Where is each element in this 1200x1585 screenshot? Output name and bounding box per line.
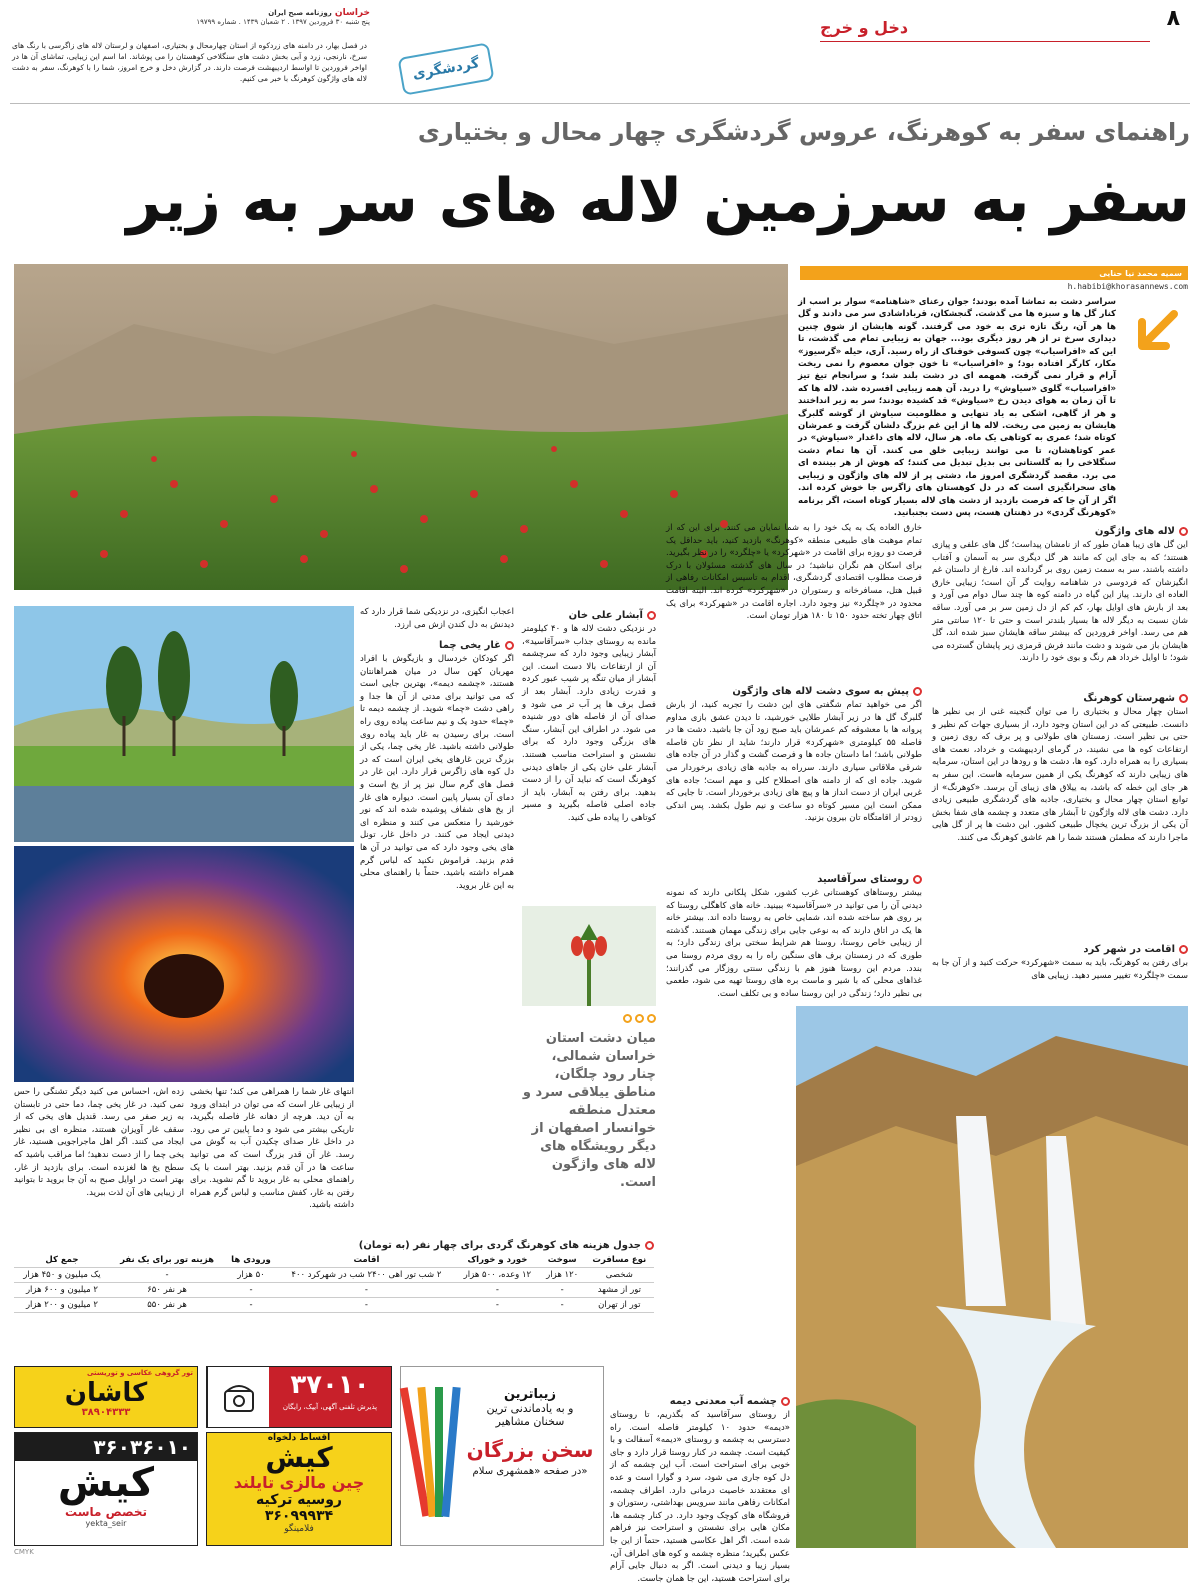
badge-label: گردشگری: [411, 55, 481, 83]
tulip-closeup-image: [522, 906, 656, 1006]
ad-footer: فلامینگو: [284, 1524, 314, 1534]
ad-number: ۳۷۰۱۰: [290, 1370, 370, 1400]
table-cell: -: [455, 1298, 540, 1313]
bullet-icon: [913, 875, 922, 884]
section-text: از روستای سرآقاسید که بگذریم، تا روستای «دیمه» حدود ۱۰ کیلومتر فاصله است. راه دسترسی به چشمه و روستای «دیمه» آسفالت و با کیفیت است. چشمه در کنار روستا قرار دارد و جای خوبی برای استراحت است. آب این چشمه که از دل کوه جاری می شود، سرد و گوارا است و عده ای معتقدند خاصیت درمانی دارد. اطراف چشمه، امکانات رفاهی مانند سرویس بهداشتی، رستوران و فروشگاه های کوچک وجود دارد. در کنار چشمه ها، مکان هایی برای نشستن و استراحت نیز فراهم شده است. اگر اهل عکاسی هستید، حتماً از این جا عکس بگیرید؛ منظره چشمه و کوه های اطراف آن، بسیار زیبا و دیدنی است. اگر به دنبال جایی آرام برای استراحت هستید، این جا همان جاست.: [610, 1410, 790, 1584]
table-header: جمع کل: [14, 1253, 110, 1268]
table-cell: هر نفر ۵۵۰: [110, 1298, 224, 1313]
section-title: دخل و خرج: [820, 18, 909, 37]
ad-footer: در صفحه «همشهری سلام»: [472, 1466, 588, 1477]
column-1: [932, 522, 1188, 990]
header-divider: [10, 103, 1190, 104]
ad-kish-tour[interactable]: [14, 1432, 198, 1546]
category-badge: [390, 42, 500, 92]
column-6: [14, 1086, 184, 1236]
bullet-icon: [1179, 527, 1188, 536]
section-heading: شهرستان کوهرنگ: [1083, 693, 1175, 704]
cost-table: [14, 1253, 654, 1313]
ad-phone: ۳۸۹۰۴۳۳۳: [81, 1407, 131, 1418]
bullet-icon: [781, 1397, 790, 1406]
ice-cave-photo: [14, 846, 354, 1082]
pencils-icon: [407, 1377, 467, 1537]
page-number: ۸: [1166, 6, 1180, 31]
ad-tagline: تور گروهی عکاسی و توریستی: [86, 1369, 193, 1377]
column-3: [522, 606, 656, 896]
table-cell: شخصی: [585, 1268, 654, 1283]
section-text: اگر کودکان خردسال و بازیگوش با افراد مهربان کهن سال در میان همراهانتان هستند، «چشمه دیمه»، بهترین جایی است که می توانید برای مدتی از آن ها جدا و راهی دشت «چما» شوید. از چشمه دیمه تا «چما» حدود یک و نیم ساعت پیاده روی راه است. برای رسیدن به غار باید پیاده روی طولانی داشته باشید. غار یخی چما، یکی از بزرگ ترین غارهای یخی ایران است که در دل کوه های زاگرس قرار دارد. این غار در فصل های گرم سال نیز پر از یخ است و دمای آن بسیار پایین است. دیواره های غار از یخ های شفاف پوشیده شده اند که نور خورشید را منعکس می کنند و منظره ای دیدنی ایجاد می کنند. در داخل غار، تونل های یخی وجود دارد که می توانید در آن ها قدم بزنید. فراموش نکنید که لباس گرم همراه داشته باشید. حتماً با راهنمای محلی به این غار بروید.: [360, 654, 514, 891]
ad-line: سخنان مشاهیر: [495, 1415, 565, 1428]
ad-phone: ۳۶۰۹۹۹۳۴: [264, 1508, 334, 1524]
dot-icon: [647, 1014, 656, 1023]
ad-phone: ۳۶۰۳۶۰۱۰: [15, 1433, 197, 1461]
table-cell: -: [278, 1298, 455, 1313]
ad-kish-installments[interactable]: [206, 1432, 392, 1546]
byline-author: سمیه محمد نیا حنایی: [1099, 268, 1182, 278]
arrow-icon: [1124, 300, 1188, 364]
bullet-icon: [647, 611, 656, 620]
table-cell: ۵۰ هزار: [224, 1268, 277, 1283]
bullet-icon: [645, 1241, 654, 1250]
section-text: برای رفتن به کوهرنگ، باید به سمت «شهرکرد» حرکت کنید و از آن جا به سمت «چلگرد» تغییر مسیر دهید. زیبایی های: [931, 958, 1188, 981]
bullet-icon: [913, 687, 922, 696]
table-cell: تور از تهران: [585, 1298, 654, 1313]
cost-table-header-row: [14, 1253, 654, 1268]
table-cell: ۱۲ وعده، ۵۰۰ هزار: [455, 1268, 540, 1283]
section-text: اعجاب انگیزی، در نزدیکی شما قرار دارد که دیدنش به دل کندن ازش می ارزد.: [360, 607, 514, 630]
section-bar: [820, 14, 1150, 42]
table-cell: ۲ میلیون و ۲۰۰ هزار: [14, 1298, 110, 1313]
table-header: ورودی ها: [224, 1253, 277, 1268]
byline-email: h.habibi@khorasannews.com: [1067, 282, 1188, 291]
table-header: سوخت: [540, 1253, 585, 1268]
section-text: استان چهار محال و بختیاری را می توان گنجینه غنی از بی نظیر ها دانست. طبیعتی که در این استان وجود دارد، از بسیاری جهات کم نظیر و حتی بی نظیر است. زمستان های طولانی و پر برف که روی زمین و ارتفاعات کوه ها می نشیند، در گرمای اردیبهشت و خرداد، نعمت های بسیاری را به همراه دارد. کوه ها، دشت ها و رودها در این استان، سرمایه های زیبایی دارند که کوهرنگ یکی از همین سرمایه هاست. این سفر به هر جای این خطه که باشد، به ییلاق های زیبای آن برسد. «کوهرنگ» از توابع استان چهار محال و بختیاری، جاذبه های گردشگری طبیعی زیادی دارد. دشت های لاله واژگون تا آبشار های متعدد و چشمه های شفا بخش آن یکی از بزرگ ترین یخچال طبیعی کشور. این دشت ها پر از گل هایی ماجرا دارند که مطمئن هستند شما را هم عاشق کوهرنگ می کنند.: [932, 707, 1188, 843]
section-heading: آبشار علی خان: [568, 610, 643, 621]
section-heading: غار یخی چما: [438, 640, 501, 651]
table-header: هزینه تور برای یک نفر: [110, 1253, 224, 1268]
newspaper-logo: خراسان: [334, 8, 370, 18]
headline-title: سفر به سرزمین لاله های سر به زیر: [126, 166, 1190, 236]
dot-icon: [635, 1014, 644, 1023]
bullet-icon: [1179, 694, 1188, 703]
phone-icon: [207, 1367, 269, 1427]
ad-brand: کاشان: [64, 1378, 148, 1408]
bullet-icon: [1179, 945, 1188, 954]
ad-brand: کیش: [265, 1441, 333, 1474]
ad-line: و به یادماندنی ترین: [486, 1402, 574, 1415]
table-cell: یک میلیون و ۴۵۰ هزار: [14, 1268, 110, 1283]
cost-table-title: جدول هزینه های کوهرنگ گردی برای چهار نفر (به تومان): [358, 1240, 641, 1251]
tulip-closeup-photo: [522, 906, 656, 1006]
column-spring: [610, 1392, 790, 1584]
pullquote: میان دشت استان خراسان شمالی، چنار رود چلگان، مناطق ییلاقی سرد و معتدل منطقه خوانسار اصفهان از دیگر رویشگاه های لاله های واژگون است.: [522, 1031, 656, 1190]
pullquote-dots: [522, 1014, 656, 1028]
masthead: [10, 8, 370, 38]
table-cell: -: [110, 1268, 224, 1283]
ad-top: اقساط دلخواه: [267, 1433, 331, 1443]
section-text: انتهای غار شما را همراهی می کند؛ تنها بخشی از زیبایی غار است که می توان در ابتدای ورود به آن دید. هرچه از دهانه غار فاصله بگیرید، تاریکی بیشتر می شود و دما پایین تر می رود. در داخل غار صدای چکیدن آب به گوش می رسد. غار آن قدر بزرگ است که می توانید ساعت ها در آن قدم بزنید. بهتر است با یک راهنمای محلی به غار بروید تا گم نشوید. برای رفتن به غار، کفش مناسب و لباس گرم همراه داشته باشید.: [190, 1087, 354, 1211]
section-heading: پیش به سوی دشت لاله های واژگون: [732, 686, 909, 697]
section-heading: روستای سرآقاسید: [817, 874, 909, 885]
table-row: [14, 1283, 654, 1298]
headline-kicker: راهنمای سفر به کوهرنگ، عروس گردشگری چهار محال و بختیاری: [417, 118, 1190, 146]
ad-line: چین مالزی تایلند: [233, 1473, 365, 1492]
section-text: در نزدیکی دشت لاله ها و ۴۰ کیلومتر مانده به روستای جذاب «سرآقاسید»، آبشار زیبایی وجود دارد که سرچشمه آن از ارتفاعات بالا دست است. این آبشار از میان تنگه پر شیب عبور کرده و قدرت زیادی دارد. آبشار بعد از فصل برف ها پر آب تر می شود و صدای آن از فاصله های دور شنیده می شود. در اطراف این آبشار، سنگ های بزرگی وجود دارد که برای نشستن و استراحت مناسب هستند. آبشار علی خان یکی از جاهای دیدنی کوهرنگ است که نباید آن را از دست بدهید. برای رفتن به آبشار، باید از جاده اصلی فاصله بگیرید و مسیر کوتاهی را پیاده طی کنید.: [522, 624, 656, 823]
waterfall-image: [796, 1006, 1188, 1548]
header-intro: در فصل بهار، در دامنه های زردکوه از استان چهارمحال و بختیاری، اصفهان و لرستان لاله های زاگرسی با رنگ های سرخ، نارنجی، زرد و آبی بخش دشت های سنگلاخی کوهستان را می پوشاند. اما اسم این زیبایی، تماشای آن ها در اواخر فروردین تا اواسط اردیبهشت فرصت دارند. در گزارش دخل و خرج امروز، شما را با کوهرنگ، سفر به دشت لاله های واژگون کوهرنگ با خبر می کنیم.: [12, 41, 367, 83]
table-cell: ۲ شب تور اهی ۲۴۰۰ شب در شهرکرد ۴۰۰: [278, 1268, 455, 1283]
section-heading: اقامت در شهر کرد: [1083, 944, 1175, 955]
table-header: خورد و خوراک: [455, 1253, 540, 1268]
table-cell: -: [224, 1298, 277, 1313]
ice-cave-image: [14, 846, 354, 1082]
ad-brand: سخن بزرگان: [466, 1438, 594, 1462]
table-cell: تور از مشهد: [585, 1283, 654, 1298]
newspaper-tag: روزنامه صبح ایران: [268, 9, 332, 17]
ad-line: زیباترین: [503, 1387, 557, 1402]
table-cell: ۲ میلیون و ۶۰۰ هزار: [14, 1283, 110, 1298]
table-header: اقامت: [278, 1253, 455, 1268]
section-text: این گل های زیبا همان طور که از نامشان پیداست؛ گل های علفی و پیازی هستند؛ که به جای این که مانند هر گل دیگری سر به آسمان و آفتاب داشته باشند، سر به سمت زمین روی بر گردانده اند. فارغ از داستان غم انگیزشان که فردوسی در شاهنامه روایت گر آن است؛ زیبایی خارق العاده ای دارند. پیاز این گیاه در دامنه کوه ها چند سال دوام می آورد و بعد از بارش های اوایل بهار، کم کم از دل زمین سر بر می آورد. ساقه شان نسبت به دیگر لاله ها بسیار بلندتر است و حتی تا ۱۲۰ سانتی متر هم می رسد. اواخر فروردین که بیشتر ساقه هایشان سبز شده اند، گل هایشان باز می شوند و دشت مانند فرش قرمزی زیر پایشان گسترده می شود؛ تا اوایل خرداد هم رنگ و بوی خود را دارند.: [932, 540, 1188, 664]
ad-sub: تخصص ماست: [65, 1505, 147, 1519]
ad-hamshahri-quotes[interactable]: [400, 1366, 604, 1546]
table-row: [14, 1298, 654, 1313]
table-cell: -: [455, 1283, 540, 1298]
waterfall-photo: [796, 1006, 1188, 1548]
section-heading: چشمه آب معدنی دیمه: [669, 1396, 777, 1407]
section-text: زده اش، احساس می کنید دیگر تشنگی را حس نمی کنید. در غار یخی چما، دما حتی در تابستان به زیر صفر می رسد. قندیل های یخی که از سقف غار آویزان هستند، منظره ای بی نظیر ایجاد می کنند. اگر اهل ماجراجویی هستید، غار یخی چما را از دست ندهید؛ اما مراقب باشید که سطح یخ ها لغزنده است. برای بازدید از غار، بهتر است در اوایل صبح به آن جا بروید تا بتوانید از زیبایی های آن لذت ببرید.: [14, 1087, 184, 1198]
table-cell: -: [224, 1283, 277, 1298]
ad-brand: کیش: [57, 1460, 155, 1506]
ad-sub: پذیرش تلفنی آگهی، آیپک، رایگان: [282, 1403, 378, 1411]
column-5: [190, 1086, 354, 1236]
meadow-trees-photo: [14, 606, 354, 842]
dot-icon: [623, 1014, 632, 1023]
table-cell: -: [278, 1283, 455, 1298]
table-cell: ۱۲۰ هزار: [540, 1268, 585, 1283]
ad-line: روسیه ترکیه: [256, 1492, 342, 1508]
ad-classifieds[interactable]: [206, 1366, 392, 1428]
byline-bar: [800, 266, 1188, 280]
section-text: اگر می خواهید تمام شگفتی های این دشت را تجربه کنید، از بارش گلبرگ گل ها در زیر آبشار طلایی خورشید، تا دیدن عشق بازی مداوم پروانه ها با معشوقه کم عمرشان باید صبح زود آن جا باشید. دشت ها در فاصله ۵۵ کیلومتری «شهرکرد» قرار دارند؛ شاید از نظر تان فاصله طولانی باشد؛ اما داستان جاده ها و فرصت گشت و گذار در آن جاده های شرقی ملاقاتی سیاری دارند. سرراه به جاذبه های زیادی برخوردار می شوید. جاده ای که از دامنه های اصطلاح کلی و مهم است؛ جاده های غربی ایران از دست انداز ها و پیچ های زیادی برخوردار است. تا جایی که ممکن است این مسیر کوتاه دو ساعت و نیم طول بکشد. پس اندکی زودتر از اقامتگاه تان بیرون بزنید.: [666, 700, 922, 824]
cost-table-block: [14, 1236, 654, 1356]
table-cell: -: [540, 1298, 585, 1313]
table-cell: -: [540, 1283, 585, 1298]
section-text: خارق العاده یک به یک خود را به شما نمایان می کنند. برای این که از تمام موهبت های طبیعی منطقه «کوهرنگ» بازدید کنید، باید حداقل یک فرصت دو روزه برای اقامت در «شهرکرد» یا «چلگرد» را در نظر بگیرید. برای اسکان هم نگران نباشید؛ در سال های گذشته مسئولان با درک فرصت مطلوب اقتصادی گردشگری، اقدام به تاسیس امکانات رفاهی از قبیل هتل، مسافرخانه و رستوران در «شهرکرد» کرده اند. البته اقامت محدود در «چلگرد» نیز وجود دارد. اجاره اقامت در «شهرکرد» برای یک اتاق چهار تخته حدود ۱۵۰ تا ۱۸۰ هزار تومان است.: [666, 523, 922, 622]
section-text: بیشتر روستاهای کوهستانی غرب کشور، شکل پلکانی دارند که نمونه دیدنی آن را می توانید در «سرآقاسید» ببینید. خانه های کاهگلی روستا که بر روی هم ساخته شده اند، شمایی خاص به روستا داده اند. بیشتر خانه ها یک در اتاق دارند که به نوعی جایی برای زندگی مهمان هستند. گذشته از زیبایی خاص روستا، روستا هم شرایط سختی برای زندگی دارد؛ به طوری که در زمستان برف های سنگین راه را به روی مردم روستا می بندد. مردم این روستا هنوز هم با زندگی سنتی روزگار می گذرانند؛ غذاهای محلی که با شیر و ماست بره های روستا تهیه می شود، طعمی بی نظیر دارد؛ زندگی در این روستا ساده و بی تکلف است.: [666, 888, 922, 999]
table-row: [14, 1268, 654, 1283]
table-cell: هر نفر ۶۵۰: [110, 1283, 224, 1298]
dateline: پنج شنبه ۳۰ فروردین ۱۳۹۷ . ۲ شعبان ۱۴۳۹ . شماره ۱۹۷۹۹: [196, 18, 370, 26]
ad-kashan[interactable]: [14, 1366, 198, 1428]
section-heading: لاله های واژگون: [1094, 526, 1175, 537]
bullet-icon: [505, 641, 514, 650]
ad-footer: yekta_seir: [85, 1519, 127, 1528]
column-4: [360, 606, 514, 1126]
cmyk-mark: CMYK: [14, 1548, 34, 1556]
lead-paragraph: سراسر دشت به تماشا آمده بودند؛ جوان رعنای «شاهنامه» سوار بر اسب از کنار گل ها و سبزه ها می گذشت. گنجشکان، قرباداشادی سر می دادند و گل ها هر آن، رنگ تازه تری به خود می گرفتند. گونه هایشان از شوق چنین دیداری سرخ تر از هر روز دیگری بود... جهان به زیبایی تمام می گذشت، تا این که «افراسیاب» چون کسوفی خوفناک از راه رسید. آری، حیله «گرسیوز» مکار، کارگر افتاده بود؛ و «افراسیاب» تا خون جوان معصوم را نمی ریخت آرام و قرار نمی گرفت. همهمه ای در دشت بلند شد؛ و سرانجام تیغ تیز «افراسیاب» گلوی «سیاوش» را درید. آن همه زیبایی افسرده شد. لاله ها که تا آن زمان به هوای دیدن رخ «سیاوش» قد کشیده بودند؛ سر به زیر انداختند و هر از گاهی، اشکی به یاد تنهایی و مظلومیت سیاوش از گوشه گلبرگ هایشان به زمین می ریخت. لاله ها از این غم بزرگ دلشان گرفت و عمرشان کوتاه شد؛ عمری به کوتاهی یک ماه. هر سال، لاله های داغدار «سیاوش» در عمر کوتاهشان، تا می توانند زیبایی خلق می کنند. آن ها تمام دشت سنگلاخی را به گلستانی بی بدیل تبدیل می کنند؛ که هوش از هر بیننده ای می برد. مقصد گردشگری امروز ما، دشتی پر از لاله های واژگون و زیبایی های سحرانگیزی است که در دل کوهستان های زاگرس جا خوش کرده اند. اگر از آن جا که فرصت بازدید از دشت های لاله بسیار کوتاه است، اگر برنامه «کوهرنگ گردی» در ذهنتان هست، پس دست بجنبانید.: [798, 297, 1116, 518]
table-header: نوع مسافرت: [585, 1253, 654, 1268]
meadow-trees-image: [14, 606, 354, 842]
